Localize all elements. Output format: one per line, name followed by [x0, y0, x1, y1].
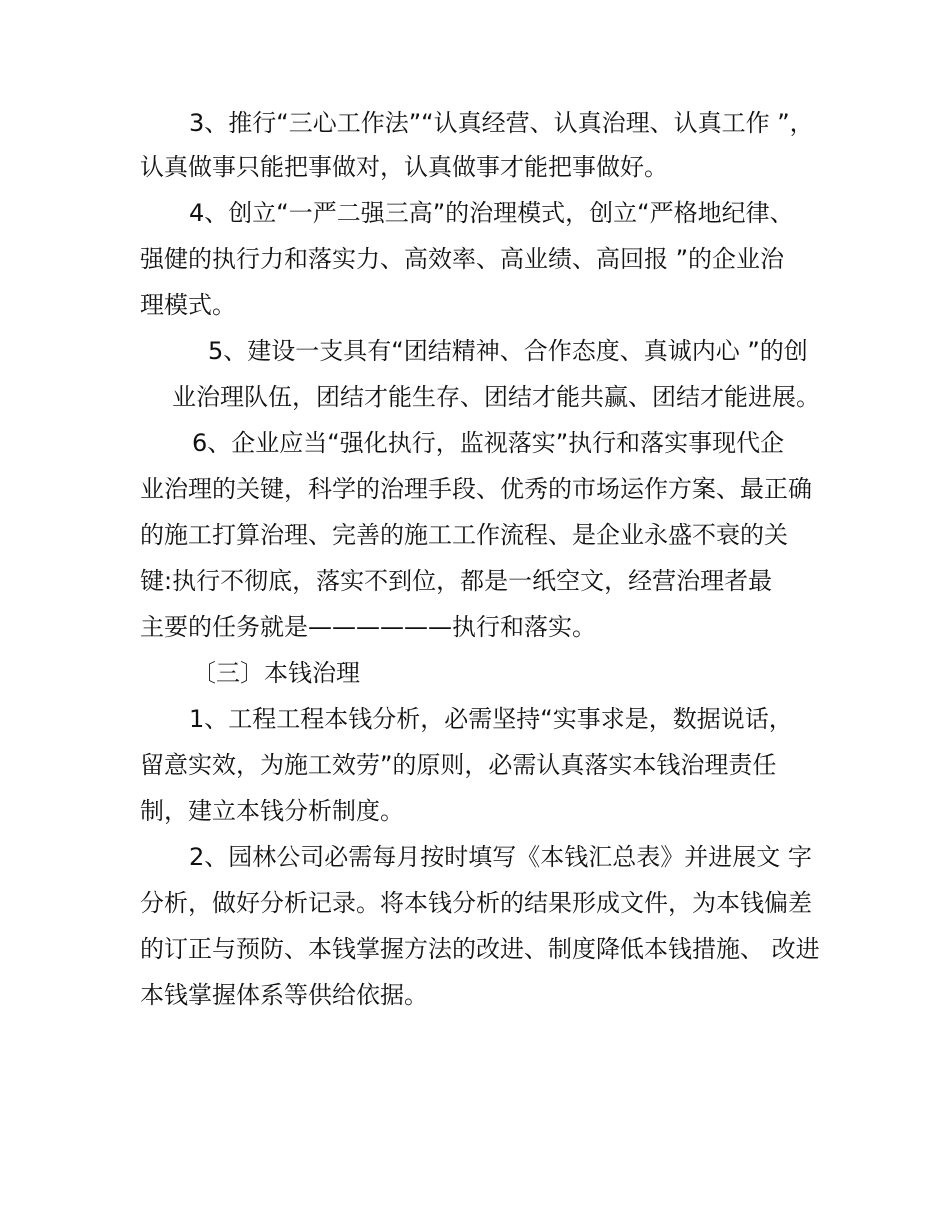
- text-line: 2、园林公司必需每月按时填写《本钱汇总表》并进展文 字: [189, 843, 812, 871]
- text-line: 认真做事只能把事做对，认真做事才能把事做好。: [140, 153, 668, 181]
- text-line: 本钱掌握体系等供给依据。: [140, 981, 428, 1009]
- text-line: 留意实效，为施工效劳”的原则，必需认真落实本钱治理责任: [140, 751, 777, 779]
- text-line: 4、创立“一严二强三高”的治理模式，创立“严格地纪律、: [189, 199, 794, 227]
- section-heading: 〔三〕本钱治理: [192, 659, 360, 687]
- text-line: 的订正与预防、本钱掌握方法的改进、制度降低本钱措施、 改进: [140, 935, 820, 963]
- text-line: 制，建立本钱分析制度。: [140, 797, 404, 825]
- text-line: 理模式。: [140, 291, 236, 319]
- text-line: 分析，做好分析记录。将本钱分析的结果形成文件，为本钱偏差: [140, 889, 812, 917]
- text-line: 5、建设一支具有“团结精神、合作态度、真诚内心 ”的创: [208, 337, 808, 365]
- text-line: 业治理的关键，科学的治理手段、优秀的市场运作方案、最正确: [140, 475, 812, 503]
- text-line: 键:执行不彻底，落实不到位，都是一纸空文，经营治理者最: [140, 567, 773, 595]
- text-line: 6、企业应当“强化执行，监视落实”执行和落实事现代企: [192, 429, 785, 457]
- text-line: 主要的任务就是——————执行和落实。: [140, 613, 596, 641]
- text-line: 3、推行“三心工作法”“认真经营、认真治理、认真工作 ”，: [189, 109, 814, 137]
- text-line: 1、工程工程本钱分析，必需坚持“实事求是，数据说话，: [189, 705, 793, 733]
- text-line: 的施工打算治理、完善的施工工作流程、是企业永盛不衰的关: [140, 521, 788, 549]
- text-line: 业治理队伍，团结才能生存、团结才能共赢、团结才能进展。: [172, 383, 820, 411]
- text-line: 强健的执行力和落实力、高效率、高业绩、高回报 ”的企业治: [140, 245, 785, 273]
